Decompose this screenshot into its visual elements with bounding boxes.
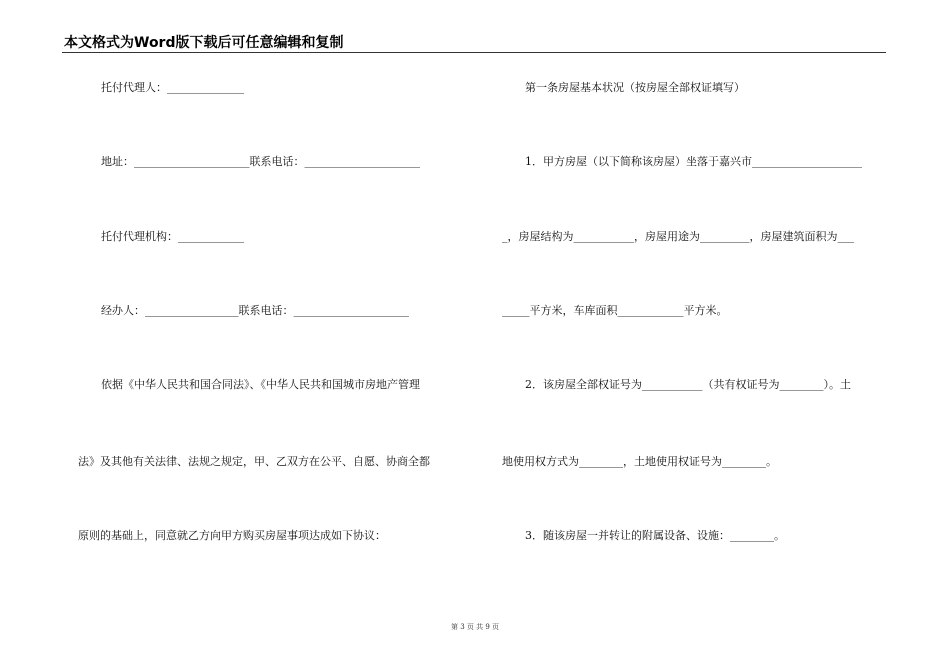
right-line-item-1-structure: _，房屋结构为___________，房屋用途为_________，房屋建筑面积为___ [502, 230, 854, 243]
left-line-handler-phone: 经办人：_________________联系电话：_____________________ [101, 304, 409, 317]
right-line-item-2-certificate: 2．该房屋全部权证号为___________（共有权证号为________）。土 [525, 378, 851, 391]
right-line-item-1-location: 1．甲方房屋（以下简称该房屋）坐落于嘉兴市____________________ [525, 155, 862, 168]
right-line-article-1-title: 第一条房屋基本状况（按房屋全部权证填写） [525, 81, 745, 94]
right-line-item-3-facilities: 3．随该房屋一并转让的附属设备、设施：________。 [525, 529, 785, 542]
right-line-item-2-land-use: 地使用权方式为________，土地使用权证号为________。 [502, 455, 777, 468]
left-line-agency: 托付代理机构：____________ [101, 230, 244, 243]
left-line-legal-basis-3: 原则的基础上，同意就乙方向甲方购买房屋事项达成如下协议： [78, 529, 386, 542]
right-line-item-1-area: _____平方米，车库面积____________平方米。 [502, 304, 728, 317]
header-divider [62, 52, 886, 53]
left-line-address-phone: 地址：_____________________联系电话：_____________________ [101, 155, 420, 168]
left-line-legal-basis-1: 依据《中华人民共和国合同法》、《中华人民共和国城市房地产管理 [101, 378, 420, 391]
left-line-legal-basis-2: 法》及其他有关法律、法规之规定，甲、乙双方在公平、自愿、协商全都 [78, 455, 430, 468]
left-line-agent: 托付代理人：______________ [101, 81, 244, 94]
page-number-footer: 第 3 页 共 9 页 [450, 623, 500, 631]
document-header-title: 本文格式为Word版下载后可任意编辑和复制 [64, 35, 344, 51]
